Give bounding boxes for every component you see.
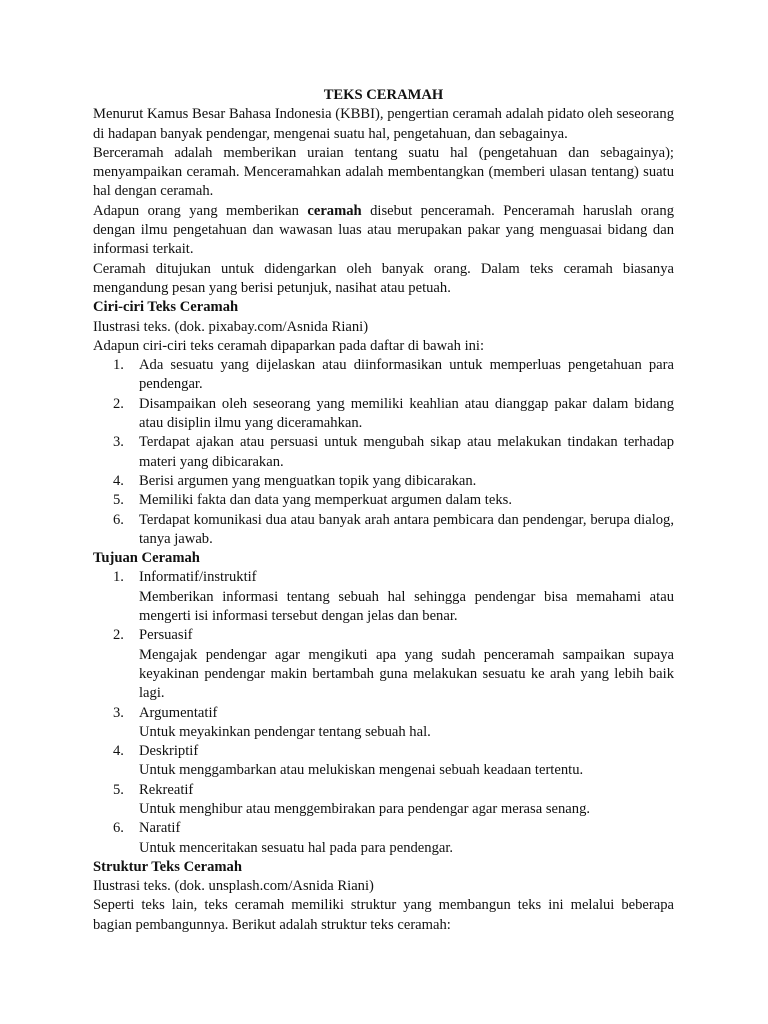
list-item [93,568,674,626]
list-item [93,781,674,820]
image-caption-ciri: Ilustrasi teks. (dok. pixabay.com/Asnida Riani) [93,318,369,335]
list-item [93,511,674,550]
list-number: 1. [113,357,124,374]
section-heading-tujuan: Tujuan Ceramah [93,550,200,567]
list-item-title: Rekreatif [139,781,194,798]
list-item-description: Memberikan informasi tentang sebuah hal sehingga pendengar bisa memahami atau mengerti isi informasi tersebut dengan jelas dan benar. [139,588,674,625]
list-number: 3. [113,434,124,451]
list-text: Disampaikan oleh seseorang yang memiliki keahlian atau dianggap pakar dalam bidang atau disiplin ilmu yang diceramahkan. [139,395,674,432]
list-item [93,472,674,491]
intro-paragraph-2: Berceramah adalah memberikan uraian tentang suatu hal (pengetahuan dan sebagainya); menyampaikan ceramah. Menceramahkan adalah membentangkan (memberi ulasan tentang) suatu hal dengan ceramah. [93,144,674,200]
list-number: 2. [113,395,124,412]
section-heading-ciri: Ciri-ciri Teks Ceramah [93,299,239,316]
list-item [93,433,674,472]
list-item [93,819,674,858]
list-number: 4. [113,743,124,760]
list-item-title: Naratif [139,820,181,837]
list-number: 4. [113,472,124,489]
list-item-title: Informatif/instruktif [139,569,257,586]
list-item-title: Argumentatif [139,704,218,721]
list-item-title: Persuasif [139,627,193,644]
image-caption-struktur: Ilustrasi teks. (dok. unsplash.com/Asnida Riani) [93,878,374,895]
list-item [93,704,674,743]
list-item [93,395,674,434]
list-text: Terdapat komunikasi dua atau banyak arah antara pembicara dan pendengar, berupa dialog, tanya jawab. [139,511,674,547]
list-text: Ada sesuatu yang dijelaskan atau diinformasikan untuk memperluas pengetahuan para pendengar. [139,357,674,393]
list-item-description: Untuk meyakinkan pendengar tentang sebuah hal. [139,723,431,740]
tujuan-list [93,568,674,857]
page-title: TEKS CERAMAH [323,87,444,103]
struktur-lead: Seperti teks lain, teks ceramah memiliki struktur yang membangun teks ini melalui beberapa bagian pembangunnya. Berikut adalah struktur teks ceramah: [93,897,674,933]
list-item [93,742,674,781]
list-text: Memiliki fakta dan data yang memperkuat argumen dalam teks. [139,492,512,509]
list-item [93,491,674,510]
section-heading-struktur: Struktur Teks Ceramah [93,858,242,875]
list-item [93,626,674,703]
list-item [93,356,674,395]
list-item-description: Untuk menceritakan sesuatu hal pada para pendengar. [139,839,454,856]
list-number: 6. [113,511,124,528]
list-number: 2. [113,627,124,644]
list-item-description: Untuk menggambarkan atau melukiskan mengenai sebuah keadaan tertentu. [139,762,584,779]
ciri-lead: Adapun ciri-ciri teks ceramah dipaparkan pada daftar di bawah ini: [93,337,485,354]
intro-paragraph-3-end: disebut penceramah. Penceramah haruslah orang dengan ilmu pengetahuan dan wawasan luas atau merupakan pakar yang menguasai bidang dan informasi terkait. [93,202,674,258]
list-number: 1. [113,569,124,586]
intro-paragraph-3-start: Adapun orang yang memberikan [93,202,308,219]
list-item-title: Deskriptif [139,743,199,760]
list-number: 5. [113,492,124,509]
list-item-description: Untuk menghibur atau menggembirakan para pendengar agar merasa senang. [139,800,591,817]
intro-paragraph-1: Menurut Kamus Besar Bahasa Indonesia (KBBI), pengertian ceramah adalah pidato oleh seseorang di hadapan banyak pendengar, mengenai suatu hal, pengetahuan, dan sebagainya. [93,106,674,142]
intro-paragraph-4: Ceramah ditujukan untuk didengarkan oleh banyak orang. Dalam teks ceramah biasanya mengandung pesan yang berisi petunjuk, nasihat atau petuah. [93,260,674,296]
ciri-list [93,356,674,549]
intro-paragraph-3 [93,202,674,260]
list-number: 5. [113,781,124,798]
document-page [93,86,674,935]
list-item-description: Mengajak pendengar agar mengikuti apa yang sudah penceramah sampaikan supaya keyakinan pendengar makin bertambah guna melakukan sesuatu ke arah yang lebih baik lagi. [139,646,674,702]
list-number: 3. [113,704,124,721]
list-number: 6. [113,820,124,837]
list-text: Terdapat ajakan atau persuasi untuk mengubah sikap atau melakukan tindakan terhadap materi yang dibicarakan. [139,434,674,470]
intro-bold-term: ceramah [307,202,362,219]
list-text: Berisi argumen yang menguatkan topik yang dibicarakan. [139,472,477,489]
